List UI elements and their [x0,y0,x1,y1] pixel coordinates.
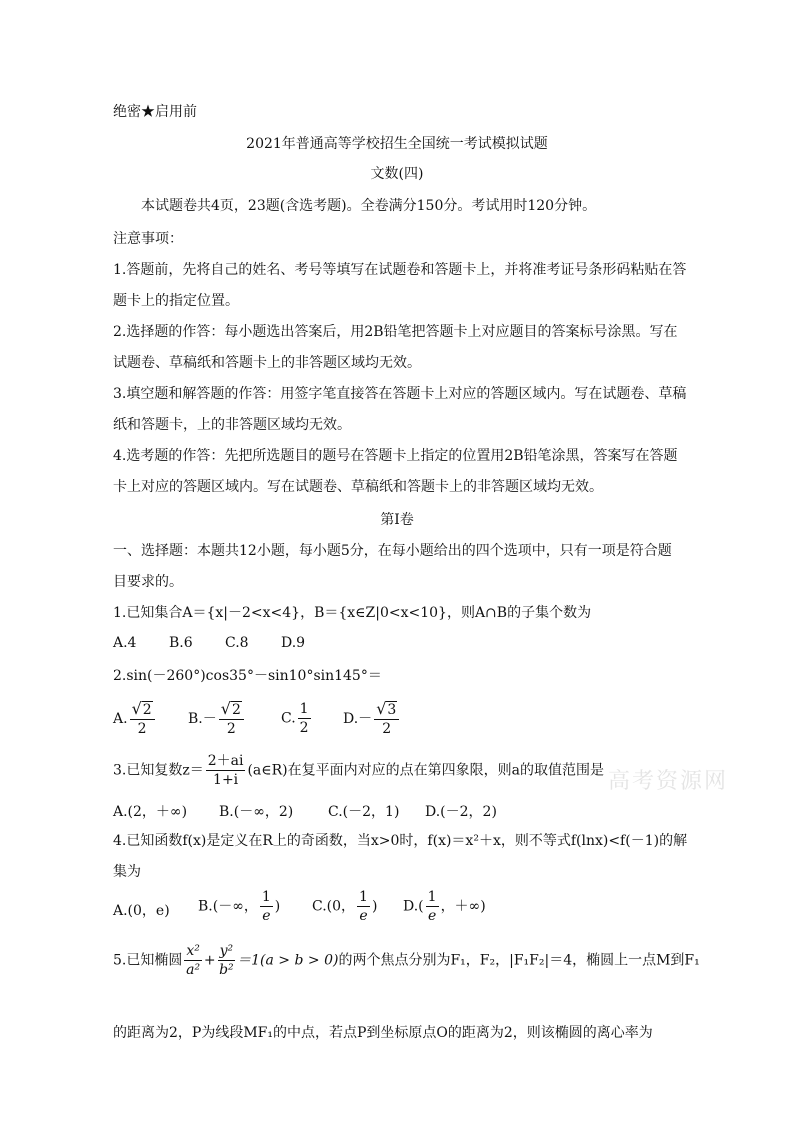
notes-heading: 注意事项： [113,231,183,247]
q2-option-b: B.－ $\frac{√2}{2}$ [188,700,246,738]
exam-subtitle: 文数(四) [370,166,424,182]
note-3-line-2: 纸和答题卡，上的非答题区域均无效。 [113,417,351,433]
q2-option-a: A. $\frac{√2}{2}$ [113,700,157,738]
fraction: $\frac{√2}{2}$ [219,700,244,738]
fraction: $\frac{2+ai}{1+i}$ [207,753,244,788]
note-4-line-2: 卡上对应的答题区域内。写在试题卷、草稿纸和答题卡上的非答题区域均无效。 [113,479,603,495]
note-4-line-1: 4.选考题的作答：先把所选题目的题号在答题卡上指定的位置用2B铅笔涂黑，答案写在答题 [113,448,678,464]
note-1-line-2: 题卡上的指定位置。 [113,293,239,309]
q3-option-b: B.(－∞，2) [219,804,294,820]
q1-option-b: B.6 [169,635,193,651]
q3-option-a: A.(2，＋∞) [113,804,188,820]
q2-option-d: D.－ $\frac{√3}{2}$ [343,700,401,738]
fraction: $\frac{1}{e}$ [359,889,368,924]
q1-option-d: D.9 [281,635,306,651]
q4-stem-line-1: 4.已知函数f(x)是定义在R上的奇函数，当x>0时，f(x)＝x²＋x，则不等式f(lnx)<f(－1)的解 [113,833,688,849]
q3-option-d: D.(－2，2) [425,804,497,820]
volume-heading: 第I卷 [380,512,414,528]
note-3-line-1: 3.填空题和解答题的作答：用签字笔直接答在答题卡上对应的答题区域内。写在试题卷、草稿 [113,386,687,402]
fraction: $\frac{1}{e}$ [427,889,437,924]
fraction: $\frac{√3}{2}$ [374,700,399,738]
q5-stem-line-2: 的距离为2，P为线段MF₁的中点，若点P到坐标原点O的距离为2，则该椭圆的离心率为 [113,1025,653,1041]
note-2-line-1: 2.选择题的作答：每小题选出答案后，用2B铅笔把答题卡上对应题目的答案标号涂黑。写在 [113,324,678,340]
fraction: $\frac{\text{x²}}{\text{a²}}$ [186,943,201,978]
q5-stem-line-1: 5.已知椭圆 $\frac{\text{x²}}{\text{a²}}$ + $\frac{\text{y²}}{\text{b²}}$ ＝1(a > b > 0)的两个焦点分别为F₁，F₂，|F₁F₂|＝4，椭圆上一点M到F₁ [113,943,700,978]
q4-option-b: B.(－∞， $\frac{1}{e}$ ) [198,889,281,924]
secret-label: 绝密★启用前 [113,104,197,120]
fraction: $\frac{1}{e}$ [261,889,271,924]
q4-stem-line-2: 集为 [113,864,141,880]
q1-stem: 1.已知集合A＝{x|－2<x<4}，B＝{x∈Z|0<x<10}，则A∩B的子集个数为 [113,605,592,621]
q3-stem: 3.已知复数z＝ $\frac{2+ai}{1+i}$ (a∈R)在复平面内对应的点在第四象限，则a的取值范围是 [113,753,604,788]
fraction: $\frac{\text{y²}}{\text{b²}}$ [219,943,234,978]
fraction: $\frac{1}{2}$ [299,701,309,736]
section-instructions-line-2: 目要求的。 [113,574,183,590]
q4-option-d: D.( $\frac{1}{e}$ ，＋∞) [403,889,486,924]
note-2-line-2: 试题卷、草稿纸和答题卡上的非答题区域均无效。 [113,355,421,371]
q1-option-c: C.8 [225,635,249,651]
section-instructions-line-1: 一、选择题：本题共12小题，每小题5分，在每小题给出的四个选项中，只有一项是符合题 [113,543,672,559]
q4-option-a: A.(0，e) [113,903,170,919]
q2-option-c: C. $\frac{1}{2}$ [281,701,309,736]
exam-intro: 本试题卷共4页，23题(含选考题)。全卷满分150分。考试用时120分钟。 [141,198,597,214]
q3-option-c: C.(－2，1) [328,804,400,820]
q4-option-c: C.(0， $\frac{1}{e}$ ) [312,889,378,924]
q2-stem: 2.sin(－260°)cos35°－sin10°sin145°＝ [113,668,382,684]
exam-title: 2021年普通高等学校招生全国统一考试模拟试题 [246,136,548,152]
q1-option-a: A.4 [113,635,137,651]
fraction: $\frac{√2}{2}$ [130,700,155,738]
note-1-line-1: 1.答题前，先将自己的姓名、考号等填写在试题卷和答题卡上，并将准考证号条形码粘贴在答 [113,262,687,278]
watermark: 高考资源网 [608,769,729,794]
